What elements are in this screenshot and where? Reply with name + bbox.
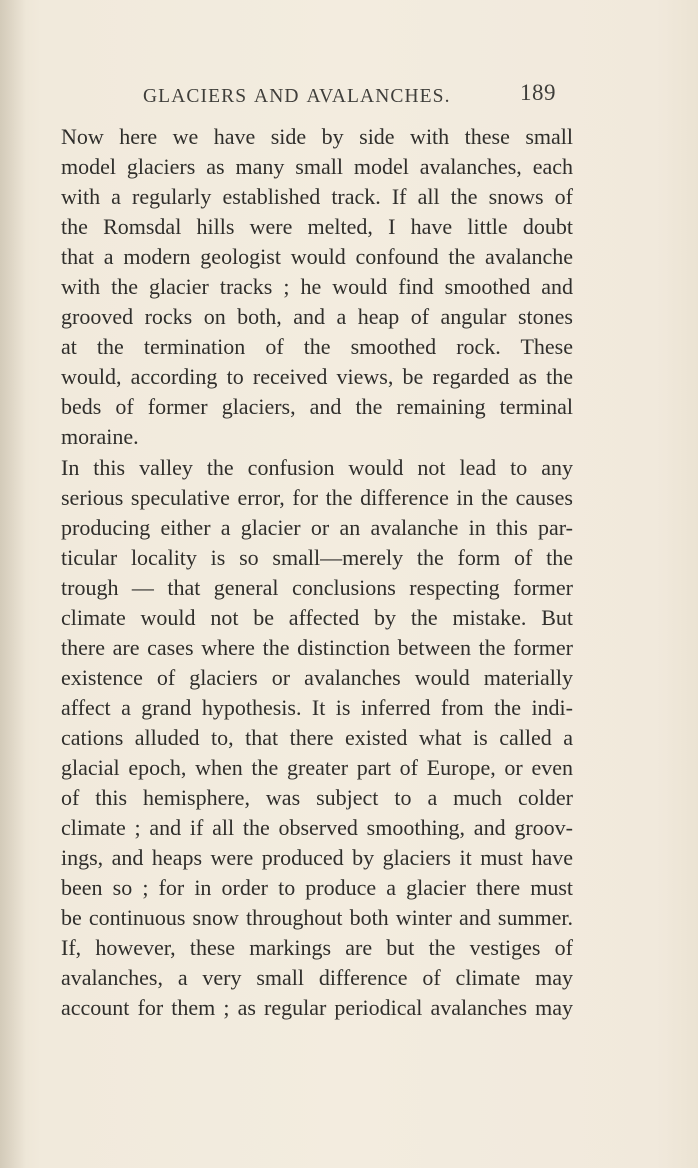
text-line: If, however, these markings are but the vestiges of: [61, 935, 573, 961]
paragraph-start-line: In this valley the confusion would not lead to any: [61, 454, 573, 480]
text-line: climate would not be affected by the mistake. But: [61, 604, 573, 630]
text-line: that a modern geologist would confound the avalanche: [61, 244, 573, 270]
page-header: [0, 78, 698, 118]
text-line: Now here we have side by side with these small: [61, 124, 573, 149]
text-line: trough — that general conclusions respecting former: [61, 574, 573, 600]
text-line: with a regularly established track. If all the snows of: [61, 184, 573, 210]
text-line: be continuous snow throughout both winter and summer.: [61, 905, 573, 931]
text-line: climate ; and if all the observed smoothing, and groov-: [61, 815, 573, 841]
text-line: producing either a glacier or an avalanche in this par-: [61, 514, 573, 540]
text-line: of this hemisphere, was subject to a much colder: [61, 785, 573, 811]
text-line: glacial epoch, when the greater part of Europe, or even: [61, 754, 573, 780]
text-line: serious speculative error, for the difference in the causes: [61, 484, 573, 510]
text-line: affect a grand hypothesis. It is inferred from the indi-: [61, 694, 573, 720]
text-line: model glaciers as many small model avalanches, each: [61, 154, 573, 180]
text-line: the Romsdal hills were melted, I have little doubt: [61, 214, 573, 240]
text-line: at the termination of the smoothed rock. These: [61, 334, 573, 360]
text-line: there are cases where the distinction between the former: [61, 634, 573, 660]
paragraph-end-line: moraine.: [61, 424, 139, 450]
text-line: ings, and heaps were produced by glaciers it must have: [61, 845, 573, 871]
text-line: existence of glaciers or avalanches would materially: [61, 664, 573, 690]
text-line: avalanches, a very small difference of climate may: [61, 965, 573, 991]
body-text: [61, 122, 573, 1023]
text-line: cations alluded to, that there existed what is called a: [61, 724, 573, 750]
text-line: would, according to received views, be regarded as the: [61, 364, 573, 390]
text-line: been so ; for in order to produce a glacier there must: [61, 875, 573, 901]
text-line: grooved rocks on both, and a heap of angular stones: [61, 304, 573, 330]
page-number: 189: [520, 80, 556, 105]
text-line: account for them ; as regular periodical avalanches may: [61, 995, 573, 1021]
binding-gutter-shadow: [0, 0, 26, 1168]
text-line: with the glacier tracks ; he would find smoothed and: [61, 274, 573, 300]
text-line: beds of former glaciers, and the remaining terminal: [61, 394, 573, 420]
text-line: ticular locality is so small—merely the form of the: [61, 544, 573, 570]
running-head: GLACIERS AND AVALANCHES.: [143, 86, 451, 107]
